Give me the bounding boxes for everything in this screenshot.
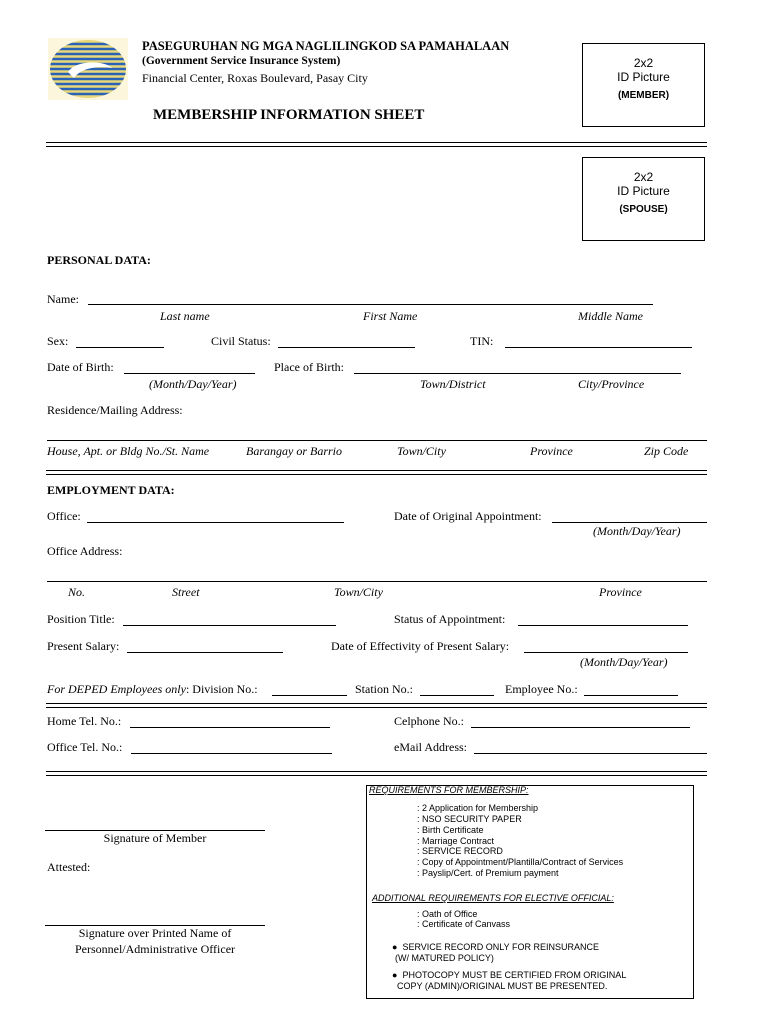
sex-field[interactable]	[76, 347, 164, 348]
bullet-icon: ●	[392, 942, 398, 952]
civil-status-label: Civil Status:	[211, 334, 271, 348]
requirements-box	[366, 785, 694, 999]
agency-address: Financial Center, Roxas Boulevard, Pasay City	[142, 71, 368, 85]
gsis-logo-icon	[48, 38, 128, 100]
division-label: : Division No.:	[185, 682, 258, 696]
photo-size: 2x2	[633, 170, 654, 184]
note-text: SERVICE RECORD ONLY FOR REINSURANCE	[402, 942, 599, 952]
elective-item: : Oath of Office	[417, 909, 478, 919]
office-tel-field[interactable]	[131, 753, 332, 754]
last-name-hint: Last name	[160, 309, 210, 323]
zip-code-hint: Zip Code	[644, 444, 689, 458]
requirement-item: : Payslip/Cert. of Premium payment	[417, 868, 559, 878]
gsis-logo	[48, 38, 128, 100]
city-province-hint: City/Province	[578, 377, 645, 391]
name-field[interactable]	[88, 304, 653, 305]
note-reinsurance	[392, 942, 599, 953]
note-reinsurance-2: (W/ MATURED POLICY)	[395, 953, 494, 963]
pob-field[interactable]	[354, 373, 681, 374]
section-divider	[46, 470, 707, 475]
province-hint: Province	[530, 444, 573, 458]
office-field[interactable]	[87, 522, 344, 523]
elective-item: : Certificate of Canvass	[417, 919, 511, 929]
residence-field[interactable]	[47, 440, 707, 441]
header-divider	[46, 142, 707, 147]
cellphone-field[interactable]	[471, 727, 690, 728]
employee-no-field[interactable]	[584, 695, 678, 696]
attested-label: Attested:	[47, 860, 91, 874]
dob-hint: (Month/Day/Year)	[149, 377, 237, 391]
employment-data-heading: EMPLOYMENT DATA:	[47, 483, 175, 497]
position-title-label: Position Title:	[47, 612, 115, 626]
personal-data-heading: PERSONAL DATA:	[47, 253, 151, 267]
barangay-hint: Barangay or Barrio	[246, 444, 342, 458]
home-tel-label: Home Tel. No.:	[47, 714, 122, 728]
station-label: Station No.:	[355, 682, 414, 696]
town-district-hint: Town/District	[420, 377, 486, 391]
form-title: MEMBERSHIP INFORMATION SHEET	[153, 107, 425, 123]
elective-heading: ADDITIONAL REQUIREMENTS FOR ELECTIVE OFFICIAL:	[372, 893, 614, 903]
office-tel-label: Office Tel. No.:	[47, 740, 123, 754]
effectivity-hint: (Month/Day/Year)	[580, 655, 668, 669]
present-salary-label: Present Salary:	[47, 639, 120, 653]
house-hint: House, Apt. or Bldg No./St. Name	[47, 444, 210, 458]
note-text: PHOTOCOPY MUST BE CERTIFIED FROM ORIGINAL	[402, 970, 627, 980]
middle-name-hint: Middle Name	[578, 309, 643, 323]
orig-appointment-label: Date of Original Appointment:	[394, 509, 542, 523]
deped-row	[47, 682, 258, 697]
present-salary-field[interactable]	[127, 652, 283, 653]
deped-label: For DEPED Employees only	[47, 682, 186, 696]
street-hint: Street	[172, 585, 200, 599]
pob-label: Place of Birth:	[274, 360, 344, 374]
member-signature-label: Signature of Member	[103, 831, 207, 845]
agency-english-name: (Government Service Insurance System)	[142, 55, 341, 67]
employee-no-label: Employee No.:	[505, 682, 578, 696]
name-label: Name:	[47, 292, 79, 306]
position-title-field[interactable]	[123, 625, 336, 626]
status-appointment-label: Status of Appointment:	[394, 612, 506, 626]
requirement-item: : 2 Application for Membership	[417, 803, 539, 813]
town-city-hint: Town/City	[334, 585, 383, 599]
station-field[interactable]	[420, 695, 494, 696]
dob-field[interactable]	[124, 373, 255, 374]
effectivity-field[interactable]	[524, 652, 688, 653]
photo-owner: (MEMBER)	[617, 90, 670, 101]
email-field[interactable]	[474, 753, 707, 754]
civil-status-field[interactable]	[278, 347, 415, 348]
tin-field[interactable]	[505, 347, 692, 348]
sex-label: Sex:	[47, 334, 69, 348]
section-divider	[46, 771, 707, 776]
town-city-hint: Town/City	[397, 444, 446, 458]
photo-owner: (SPOUSE)	[619, 204, 668, 215]
tin-label: TIN:	[470, 334, 494, 348]
dob-label: Date of Birth:	[47, 360, 114, 374]
division-field[interactable]	[272, 695, 347, 696]
status-appointment-field[interactable]	[518, 625, 688, 626]
agency-name: PASEGURUHAN NG MGA NAGLILINGKOD SA PAMAHALAAN	[142, 39, 510, 53]
email-label: eMail Address:	[394, 740, 467, 754]
section-divider	[46, 703, 707, 708]
spouse-photo-box[interactable]	[582, 157, 705, 241]
orig-appointment-hint: (Month/Day/Year)	[593, 524, 681, 538]
effectivity-label: Date of Effectivity of Present Salary:	[331, 639, 510, 653]
bullet-icon: ●	[392, 970, 398, 980]
note-photocopy	[392, 970, 626, 981]
no-hint: No.	[68, 585, 86, 599]
office-address-field[interactable]	[47, 581, 707, 582]
province-hint: Province	[599, 585, 642, 599]
requirement-item: : Birth Certificate	[417, 825, 484, 835]
photo-size: 2x2	[633, 56, 654, 70]
requirement-item: : Marriage Contract	[417, 836, 495, 846]
office-address-label: Office Address:	[47, 544, 123, 558]
requirement-item: : NSO SECURITY PAPER	[417, 814, 522, 824]
orig-appointment-field[interactable]	[552, 522, 707, 523]
office-label: Office:	[47, 509, 81, 523]
member-photo-box[interactable]	[582, 43, 705, 127]
cellphone-label: Celphone No.:	[394, 714, 464, 728]
requirement-item: : SERVICE RECORD	[417, 846, 503, 856]
home-tel-field[interactable]	[130, 727, 330, 728]
photo-label: ID Picture	[617, 70, 670, 84]
first-name-hint: First Name	[363, 309, 418, 323]
residence-label: Residence/Mailing Address:	[47, 403, 183, 417]
officer-signature-label-1: Signature over Printed Name of	[78, 926, 232, 940]
requirement-item: : Copy of Appointment/Plantilla/Contract of Services	[417, 857, 624, 867]
note-photocopy-2: COPY (ADMIN)/ORIGINAL MUST BE PRESENTED.	[397, 981, 608, 991]
requirements-heading: REQUIREMENTS FOR MEMBERSHIP:	[369, 785, 529, 795]
officer-signature-label-2: Personnel/Administrative Officer	[74, 942, 236, 956]
photo-label: ID Picture	[617, 184, 670, 198]
